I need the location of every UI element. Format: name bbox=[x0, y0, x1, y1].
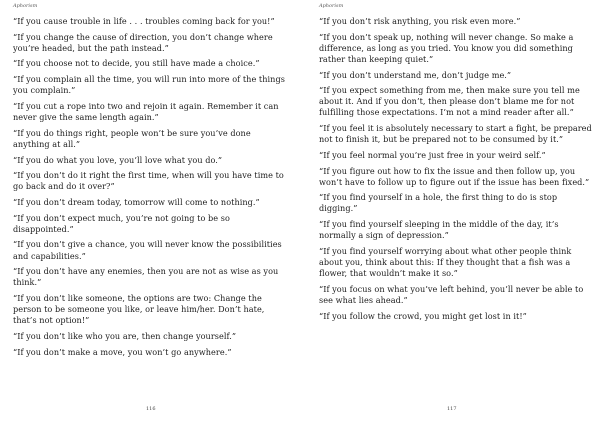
quote: “If you don’t risk anything, you risk even more.” bbox=[319, 16, 521, 26]
quote: “If you don’t speak up, nothing will never change. So make a difference, as long as you tried. You know you did something rather than keeping quiet.” bbox=[319, 31, 574, 64]
quote: “If you don’t like someone, the options are two: Change the person to be someone you like, or leave him/her. Don’t hate, that’s not option!” bbox=[13, 293, 265, 326]
quote: “If you change the cause of direction, you don’t change where you’re headed, but the path instead.” bbox=[13, 31, 273, 53]
quote: “If you cause trouble in life . . . troubles coming back for you!” bbox=[13, 16, 275, 26]
quote-list bbox=[13, 16, 287, 362]
quote: “If you do what you love, you’ll love what you do.” bbox=[13, 154, 223, 165]
quote: “If you do things right, people won’t be sure you’ve done anything at all.” bbox=[13, 127, 251, 149]
running-head: Aphorism bbox=[13, 3, 38, 9]
quote: “If you don’t have any enemies, then you are not as wise as you think.” bbox=[13, 266, 279, 288]
right-page bbox=[300, 0, 600, 424]
page-number: 116 bbox=[146, 406, 156, 412]
quote: “If you find yourself sleeping in the middle of the day, it’s normally a sign of depression.” bbox=[319, 219, 559, 241]
quote: “If you expect something from me, then make sure you tell me about it. And if you don’t, then please don’t blame me for not fulfilling those expectations. I’m not a mind reader after all.” bbox=[319, 85, 580, 118]
quote: “If you feel it is absolutely necessary to start a fight, be prepared not to finish it, but be prepared not to be consumed by it.” bbox=[319, 123, 592, 145]
quote: “If you focus on what you’ve left behind, you’ll never be able to see what lies ahead.” bbox=[319, 283, 584, 305]
quote: “If you don’t expect much, you’re not going to be so disappointed.” bbox=[13, 212, 230, 234]
quote: “If you find yourself worrying about what other people think about you, think about this: If they thought that a fish was a flower, that wouldn’t make it so.” bbox=[319, 245, 572, 279]
quote: “If you don’t like who you are, then change yourself.” bbox=[13, 330, 237, 341]
quote-list bbox=[319, 16, 594, 326]
quote: “If you find yourself in a hole, the first thing to do is stop digging.” bbox=[319, 192, 558, 214]
quote: “If you don’t dream today, tomorrow will come to nothing.” bbox=[13, 196, 260, 207]
quote: “If you don’t do it right the first time, when will you have time to go back and do it over?” bbox=[13, 170, 284, 192]
page-number: 117 bbox=[447, 406, 457, 412]
quote: “If you follow the crowd, you might get lost in it!” bbox=[319, 310, 527, 321]
quote: “If you feel normal you’re just free in your weird self.” bbox=[319, 149, 546, 160]
quote: “If you cut a rope into two and rejoin it again. Remember it can never give the same length again.” bbox=[13, 100, 279, 123]
quote: “If you complain all the time, you will run into more of the things you complain.” bbox=[13, 74, 285, 96]
quote: “If you choose not to decide, you still have made a choice.” bbox=[13, 58, 260, 69]
running-head: Aphorism bbox=[319, 3, 344, 9]
quote: “If you don’t make a move, you won’t go anywhere.” bbox=[13, 346, 232, 357]
quote: “If you don’t give a chance, you will never know the possibilities and capabilities.” bbox=[13, 239, 282, 261]
quote: “If you figure out how to fix the issue and then follow up, you won’t have to follow up to figure out if the issue has been fixed.” bbox=[319, 165, 590, 187]
quote: “If you don’t understand me, don’t judge me.” bbox=[319, 69, 512, 80]
